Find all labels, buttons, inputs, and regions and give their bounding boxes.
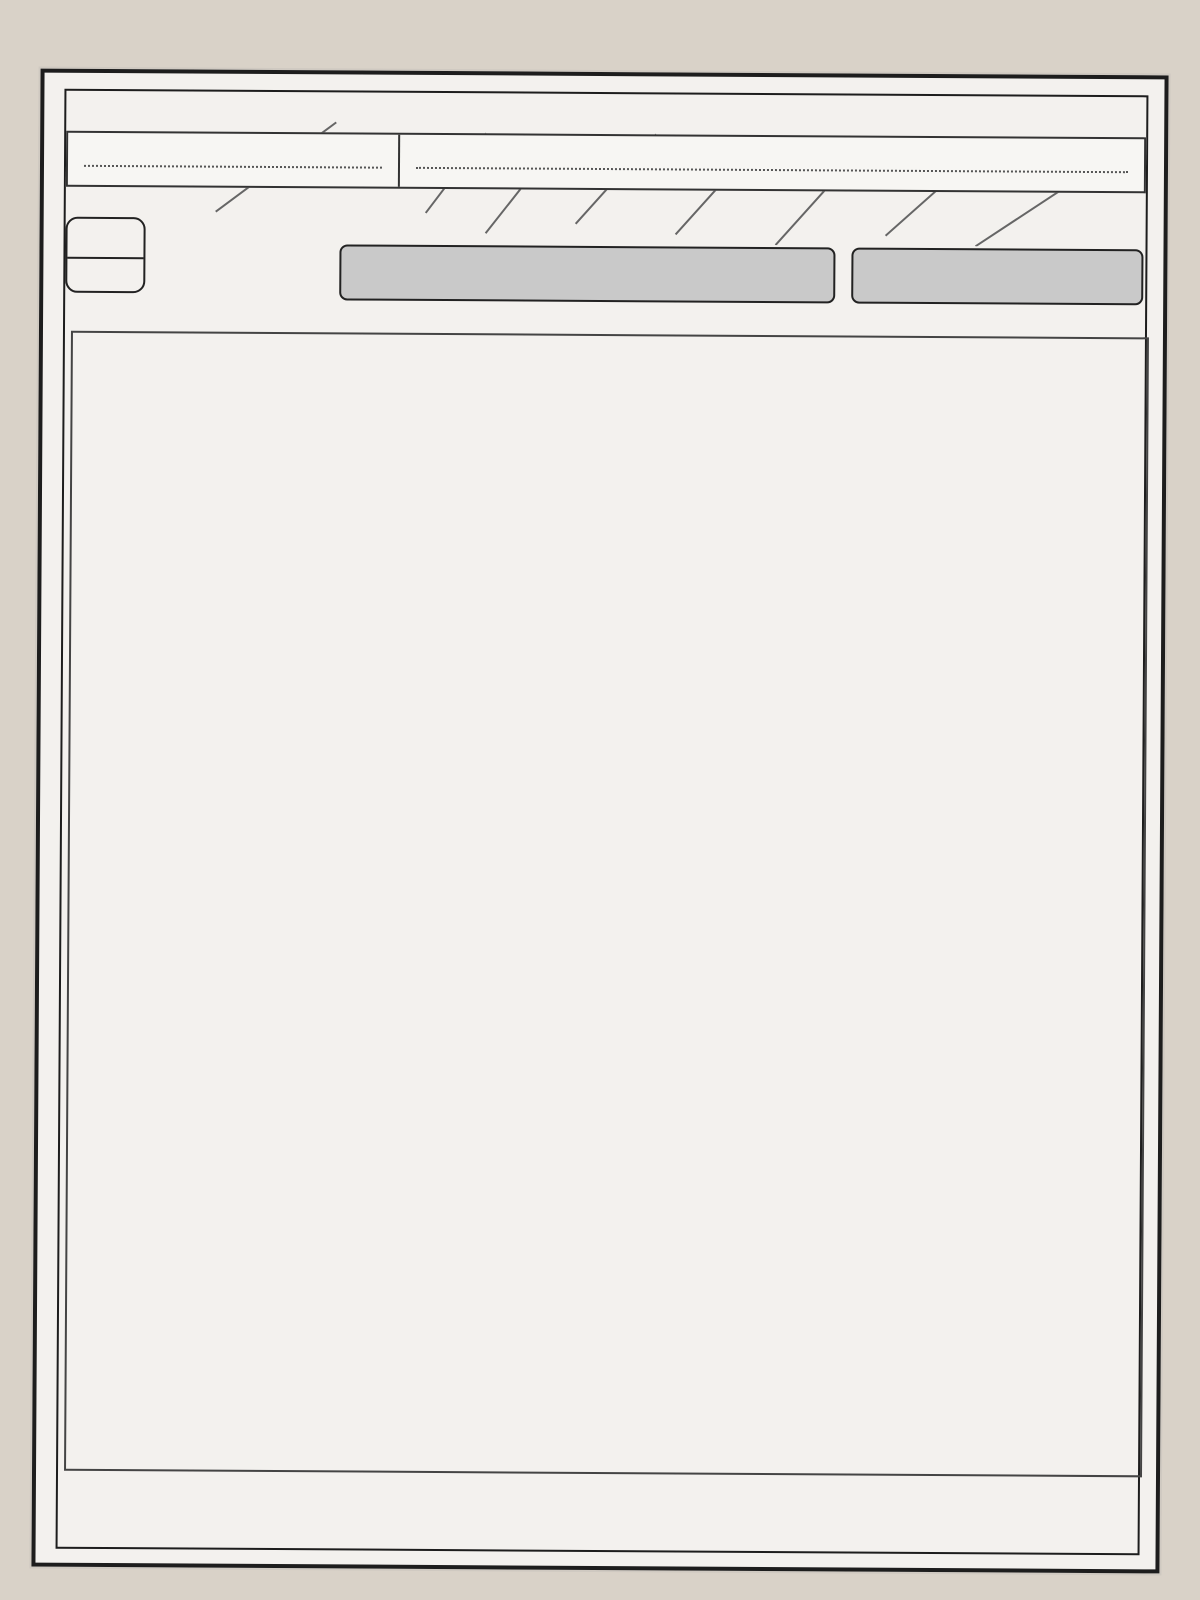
class-field[interactable] xyxy=(68,133,398,187)
score-divider xyxy=(67,257,143,259)
question-title-box xyxy=(851,248,1143,306)
exam-sheet xyxy=(31,69,1168,1574)
name-dots xyxy=(416,153,1128,173)
student-name-field[interactable] xyxy=(398,135,1144,192)
sheet-frame xyxy=(56,89,1149,1556)
questions-table xyxy=(64,331,1149,1478)
instruction-box xyxy=(339,244,835,303)
score-box xyxy=(65,217,145,293)
class-dots xyxy=(84,151,382,169)
student-info-bar xyxy=(66,131,1146,194)
